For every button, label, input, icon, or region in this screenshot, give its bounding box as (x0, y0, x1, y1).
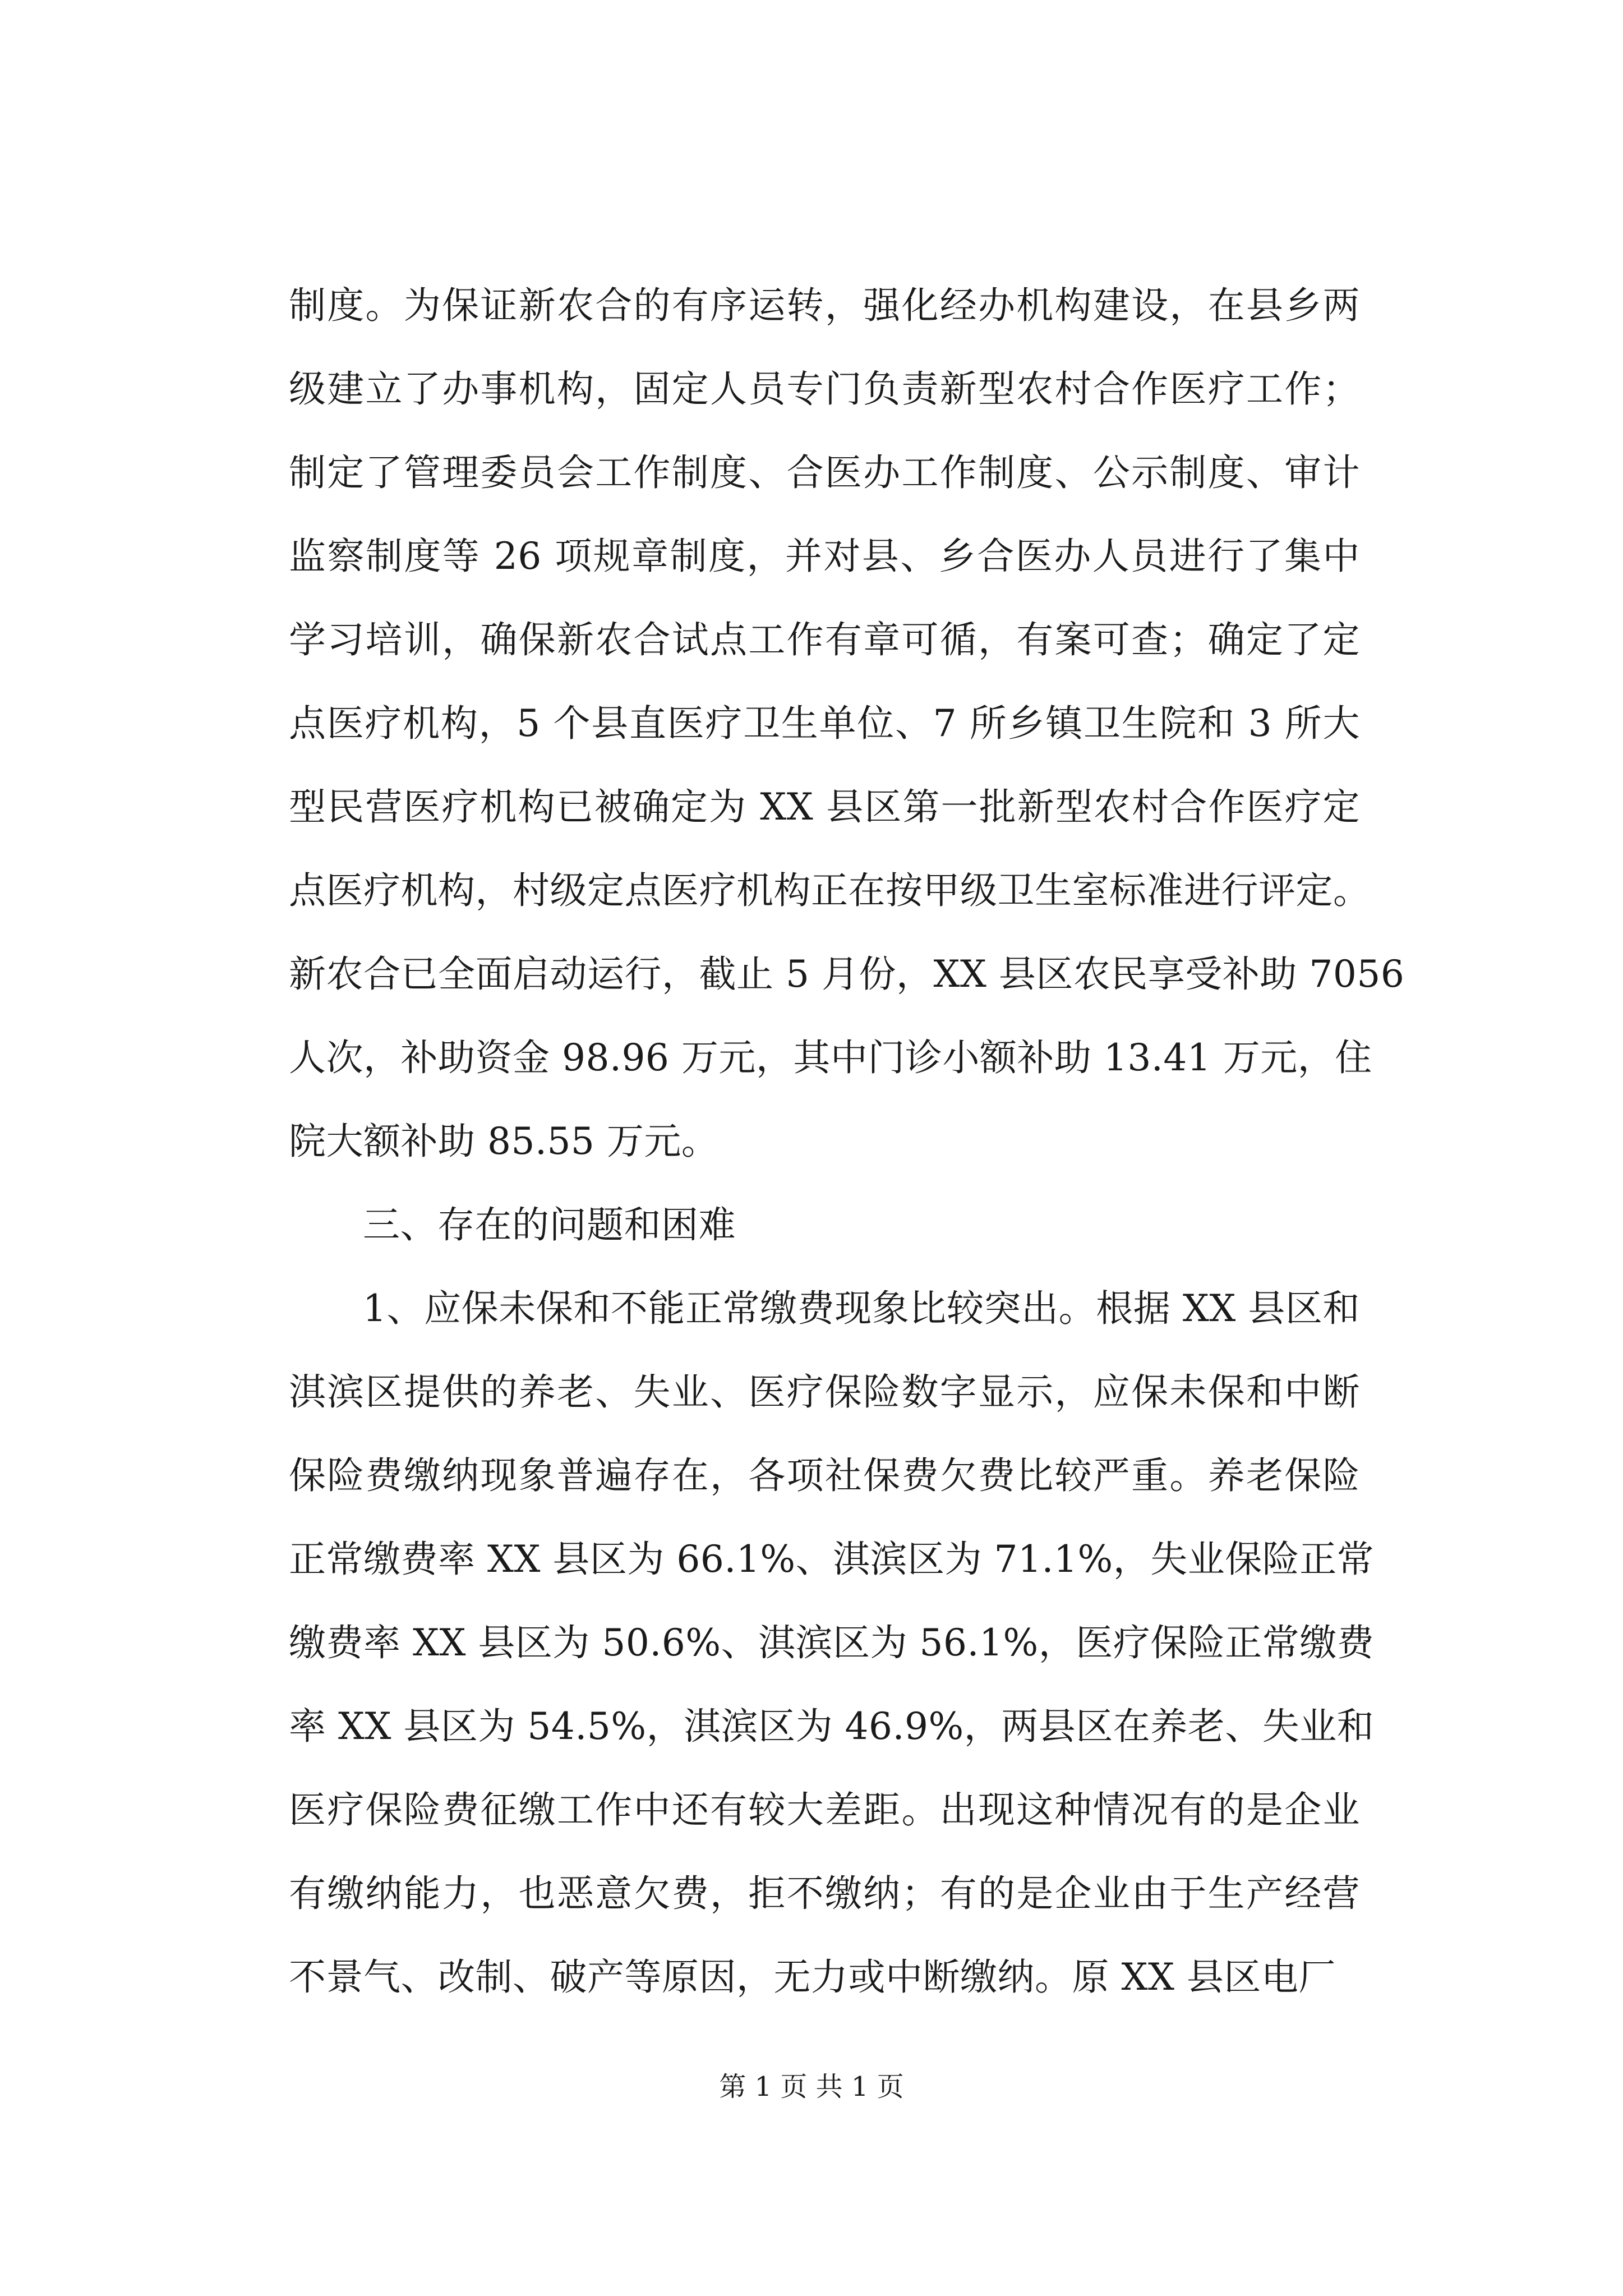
text-line: 淇滨区提供的养老、失业、医疗保险数字显示，应保未保和中断 (289, 1370, 1360, 1414)
text-line: 新农合已全面启动运行，截止 5 月份，XX 县区农民享受补助 7056 (289, 953, 1405, 996)
text-line: 缴费率 XX 县区为 50.6%、淇滨区为 56.1%，医疗保险正常缴费 (289, 1621, 1375, 1664)
text-line: 点医疗机构，村级定点医疗机构正在按甲级卫生室标准进行评定。 (289, 869, 1371, 912)
text-line: 医疗保险费征缴工作中还有较大差距。出现这种情况有的是企业 (289, 1788, 1360, 1832)
text-line: 监察制度等 26 项规章制度，并对县、乡合医办人员进行了集中 (289, 535, 1360, 578)
text-line: 级建立了办事机构，固定人员专门负责新型农村合作医疗工作； (289, 367, 1360, 411)
text-line: 保险费缴纳现象普遍存在，各项社保费欠费比较严重。养老保险 (289, 1454, 1360, 1497)
document-body (289, 264, 1405, 2019)
page-footer: 第 1 页 共 1 页 (719, 2071, 904, 2102)
paragraph-institutions: 制度。为保证新农合的有序运转，强化经办机构建设，在县乡两 (289, 284, 1360, 327)
text-line: 正常缴费率 XX 县区为 66.1%、淇滨区为 71.1%，失业保险正常 (289, 1538, 1375, 1581)
section-heading-problems: 三、存在的问题和困难 (363, 1203, 736, 1246)
text-line: 学习培训，确保新农合试点工作有章可循，有案可查；确定了定 (289, 618, 1360, 661)
text-line: 有缴纳能力，也恶意欠费，拒不缴纳；有的是企业由于生产经营 (289, 1872, 1360, 1915)
text-line: 率 XX 县区为 54.5%，淇滨区为 46.9%，两县区在养老、失业和 (289, 1705, 1375, 1748)
text-line: 制定了管理委员会工作制度、合医办工作制度、公示制度、审计 (289, 451, 1360, 494)
text-line: 院大额补助 85.55 万元。 (289, 1120, 719, 1163)
text-line: 型民营医疗机构已被确定为 XX 县区第一批新型农村合作医疗定 (289, 785, 1360, 829)
text-line: 人次，补助资金 98.96 万元，其中门诊小额补助 13.41 万元，住 (289, 1036, 1372, 1079)
paragraph-insurance-payment: 1、应保未保和不能正常缴费现象比较突出。根据 XX 县区和 (363, 1287, 1360, 1330)
text-line: 不景气、改制、破产等原因，无力或中断缴纳。原 XX 县区电厂 (289, 1955, 1336, 1999)
text-line: 点医疗机构，5 个县直医疗卫生单位、7 所乡镇卫生院和 3 所大 (289, 702, 1360, 745)
